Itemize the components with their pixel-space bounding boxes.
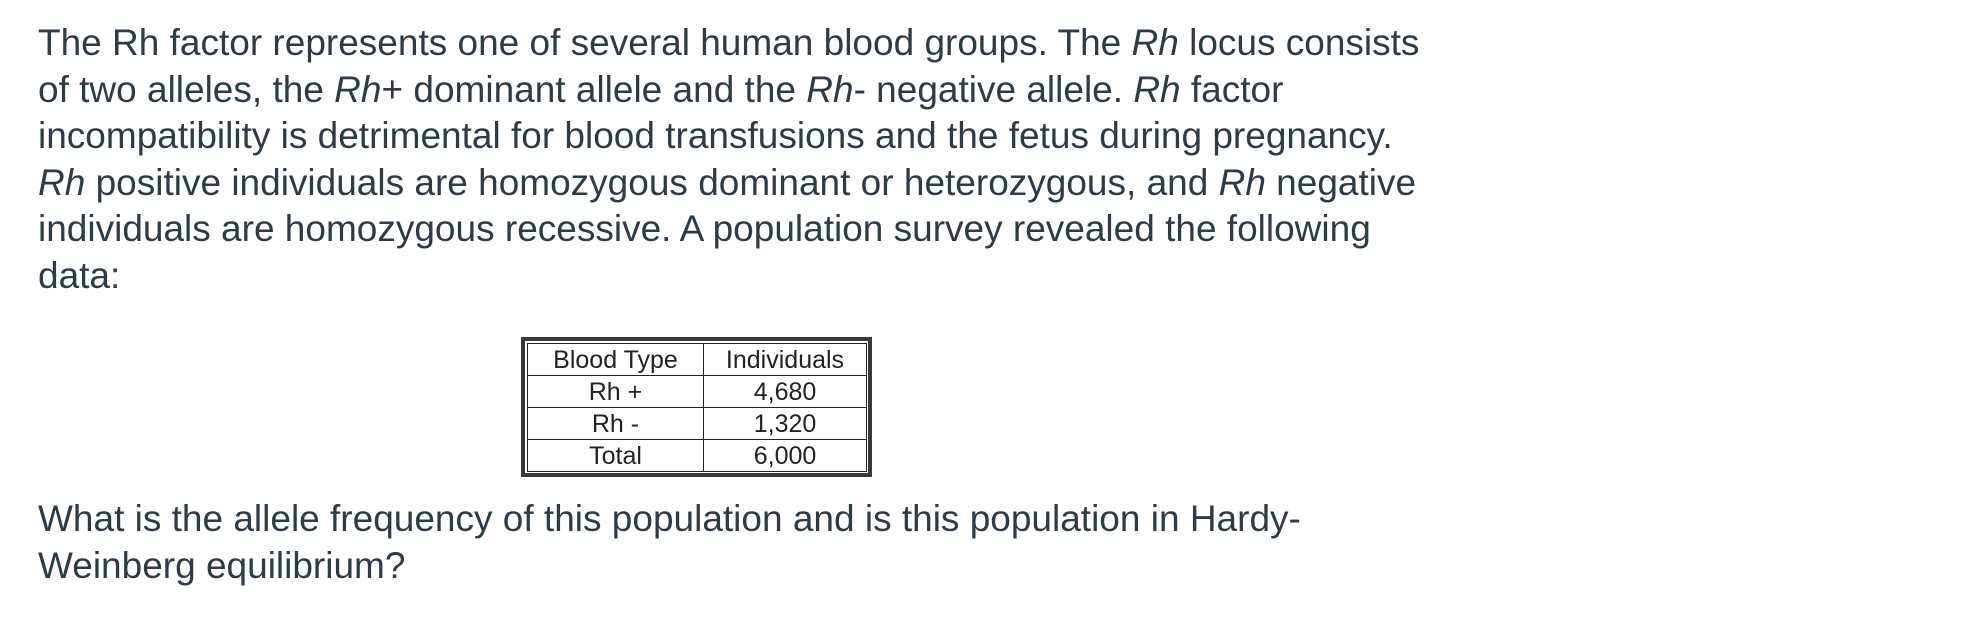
question-paragraph: [38, 496, 1518, 589]
blood-type-table: [527, 343, 867, 472]
intro-line-4: Rh positive individuals are homozygous dominant or heterozygous, and Rh negative: [38, 161, 1417, 203]
cell-blood-type: Rh -: [528, 408, 704, 440]
table-header-row: [528, 344, 867, 376]
intro-paragraph: [38, 20, 1518, 299]
header-individuals: Individuals: [704, 344, 867, 376]
table-row: [528, 376, 867, 408]
question-line-1: What is the allele frequency of this population and is this population in Hardy-: [38, 498, 1301, 539]
cell-blood-type: Rh +: [528, 376, 704, 408]
cell-blood-type: Total: [528, 440, 704, 472]
intro-line-3: incompatibility is detrimental for blood transfusions and the fetus during pregnancy.: [38, 115, 1393, 156]
intro-line-1: The Rh factor represents one of several human blood groups. The Rh locus consists: [38, 22, 1420, 63]
intro-line-6: data:: [38, 254, 121, 296]
cell-individuals: 6,000: [704, 440, 867, 472]
intro-line-5: individuals are homozygous recessive. A population survey revealed the following: [38, 208, 1371, 249]
table-row: [528, 408, 867, 440]
cell-individuals: 4,680: [704, 376, 867, 408]
table-row: [528, 440, 867, 472]
intro-line-2: of two alleles, the Rh+ dominant allele and the Rh- negative allele. Rh factor: [38, 68, 1284, 110]
cell-individuals: 1,320: [704, 408, 867, 440]
header-blood-type: Blood Type: [528, 344, 704, 376]
question-line-2: Weinberg equilibrium?: [38, 544, 406, 586]
blood-type-table-frame: [521, 337, 872, 477]
